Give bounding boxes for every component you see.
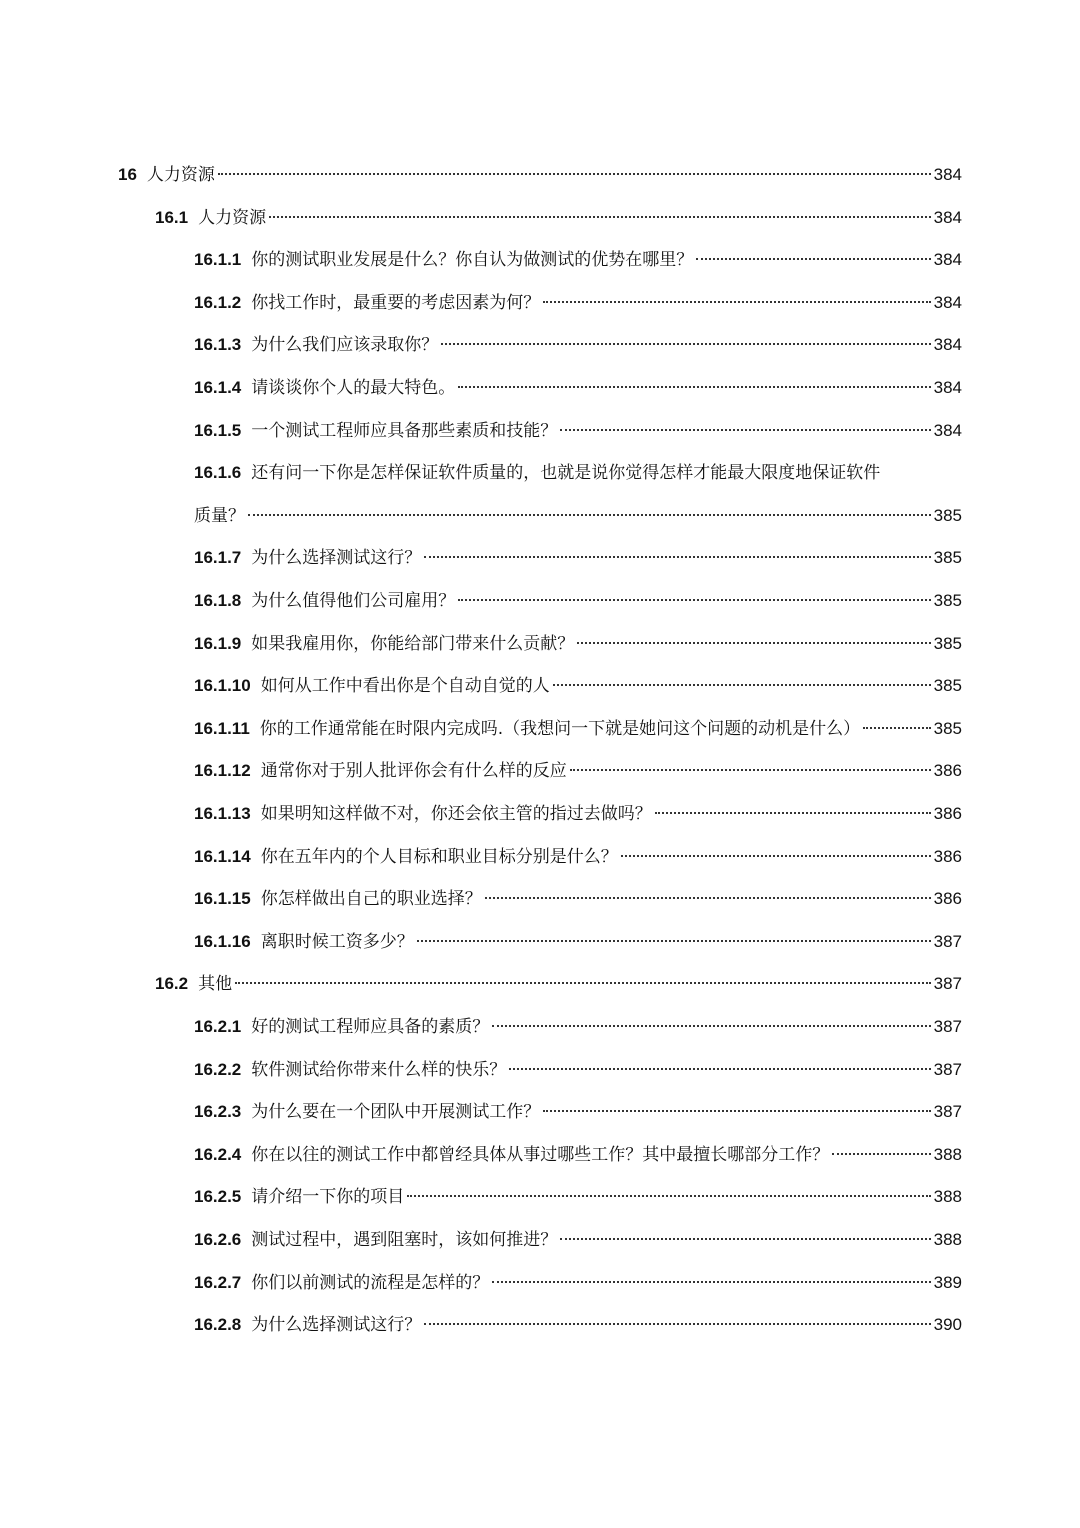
dot-leader	[863, 727, 930, 729]
toc-entry-page: 384	[933, 250, 962, 270]
toc-entry[interactable]	[194, 1097, 962, 1127]
toc-entry-title: 为什么我们应该录取你？	[251, 335, 439, 356]
toc-entry-number: 16.1.7	[194, 548, 242, 568]
toc-entry-page: 384	[933, 378, 962, 397]
toc-entry[interactable]	[194, 1268, 962, 1298]
toc-entry-title: 好的测试工程师应具备的素质？	[251, 1017, 490, 1037]
dot-leader	[560, 429, 930, 431]
dot-leader	[492, 1281, 930, 1283]
dot-leader	[235, 982, 931, 984]
toc-entry-title: 人力资源	[198, 207, 267, 228]
toc-entry[interactable]	[194, 927, 962, 957]
dot-leader	[543, 301, 930, 303]
toc-entry-page: 386	[933, 846, 962, 866]
toc-entry-number: 16.1.14	[194, 846, 251, 866]
toc-entry-page: 385	[933, 633, 962, 653]
toc-entry-title: 测试过程中，遇到阻塞时，该如何推进？	[251, 1230, 558, 1250]
toc-entry[interactable]	[194, 1182, 962, 1212]
toc-entry-title: 为什么选择测试这行？	[251, 548, 422, 569]
dot-leader	[458, 386, 930, 388]
toc-entry-page: 384	[933, 165, 962, 184]
toc-entry-title: 请介绍一下你的项目	[251, 1187, 405, 1208]
toc-entry-title: 通常你对于别人批评你会有什么样的反应	[260, 761, 567, 782]
toc-entry-number: 16.2.5	[194, 1187, 242, 1207]
toc-entry-number: 16.2.6	[194, 1230, 242, 1249]
toc-entry[interactable]	[194, 1310, 962, 1340]
toc-entry-page: 389	[933, 1272, 962, 1292]
toc-entry-page: 385	[933, 505, 962, 525]
dot-leader	[424, 556, 930, 558]
toc-entry-title: 一个测试工程师应具备那些素质和技能？	[251, 420, 558, 441]
toc-entry-page: 387	[933, 1102, 962, 1122]
dot-leader	[441, 343, 930, 345]
dot-leader	[570, 769, 931, 771]
toc-entry-number: 16.1.13	[194, 804, 251, 823]
dot-leader	[543, 1110, 930, 1112]
toc-entry-page: 384	[933, 292, 962, 312]
toc-entry-title: 你的测试职业发展是什么？你自认为做测试的优势在哪里？	[251, 250, 694, 271]
toc-entry-title: 人力资源	[146, 165, 215, 185]
toc-entry[interactable]	[194, 1140, 962, 1170]
dot-leader	[248, 514, 931, 516]
toc-entry-title: 其他	[198, 974, 233, 995]
toc-entry-page: 386	[933, 761, 962, 781]
dot-leader	[696, 258, 930, 260]
toc-entry-number: 16.1.5	[194, 420, 242, 440]
toc-entry-title: 如果我雇用你，你能给部门带来什么贡献？	[251, 633, 575, 654]
toc-entry[interactable]	[194, 884, 962, 914]
dot-leader	[218, 173, 931, 175]
toc-entry-page: 384	[933, 207, 962, 227]
dot-leader	[417, 940, 931, 942]
dot-leader	[492, 1025, 930, 1027]
toc-entry-number: 16.1.3	[194, 335, 242, 355]
dot-leader	[269, 216, 931, 218]
dot-leader	[832, 1153, 930, 1155]
toc-entry-title: 你在五年内的个人目标和职业目标分别是什么？	[260, 846, 618, 867]
toc-entry-page: 384	[933, 335, 962, 355]
toc-entry[interactable]	[194, 288, 962, 318]
toc-entry-title: 请谈谈你个人的最大特色。	[251, 378, 456, 398]
toc-entry-page: 384	[933, 420, 962, 440]
toc-entry-title: 离职时候工资多少？	[260, 931, 414, 952]
toc-entry[interactable]	[194, 543, 962, 573]
toc-entry-title: 还有问一下你是怎样保证软件质量的，也就是说你觉得怎样才能最大限度地保证软件	[251, 463, 881, 484]
toc-entry-title: 软件测试给你带来什么样的快乐？	[251, 1059, 507, 1080]
toc-entry[interactable]	[194, 586, 962, 616]
toc-entry-page: 385	[933, 591, 962, 610]
toc-entry-page: 387	[933, 931, 962, 951]
toc-entry-number: 16.2	[155, 974, 189, 994]
toc-chapter[interactable]	[118, 160, 962, 190]
toc-entry-number: 16.1.1	[194, 250, 242, 270]
toc-entry[interactable]	[194, 671, 962, 701]
toc-entry[interactable]	[194, 714, 962, 744]
toc-entry-page: 390	[933, 1315, 962, 1335]
toc-entry-page: 388	[933, 1187, 962, 1207]
toc-entry-page: 385	[933, 548, 962, 568]
toc-entry-title: 如何从工作中看出你是个自动自觉的人	[260, 676, 550, 697]
dot-leader	[424, 1323, 930, 1325]
toc-entry[interactable]	[194, 799, 962, 829]
toc-entry-title: 你怎样做出自己的职业选择？	[260, 889, 482, 910]
toc-entry-title: 你在以往的测试工作中都曾经具体从事过哪些工作？其中最擅长哪部分工作？	[251, 1144, 830, 1165]
toc-entry-page: 385	[933, 676, 962, 696]
toc-entry[interactable]	[194, 416, 962, 446]
toc-entry-number: 16.1	[155, 207, 189, 227]
dot-leader	[560, 1238, 930, 1240]
dot-leader	[553, 684, 931, 686]
dot-leader	[655, 812, 931, 814]
toc-entry-page: 388	[933, 1230, 962, 1249]
dot-leader	[407, 1195, 930, 1197]
toc-entry-number: 16.1.2	[194, 292, 242, 312]
toc-entry[interactable]	[194, 842, 962, 872]
toc-entry-title: 为什么要在一个团队中开展测试工作？	[251, 1102, 541, 1123]
toc-entry-number: 16.2.1	[194, 1017, 242, 1036]
toc-entry[interactable]	[194, 756, 962, 786]
toc-entry-title: 为什么选择测试这行？	[251, 1315, 422, 1336]
toc-entry-number: 16.1.15	[194, 889, 251, 909]
toc-entry[interactable]	[194, 458, 962, 488]
toc-entry-number: 16.1.6	[194, 463, 242, 483]
toc-entry[interactable]	[194, 629, 962, 659]
toc-entry[interactable]	[194, 245, 962, 275]
dot-leader	[621, 855, 931, 857]
toc-entry-continuation[interactable]	[194, 501, 962, 531]
toc-entry-number: 16.2.7	[194, 1272, 242, 1292]
toc-entry-page: 388	[933, 1144, 962, 1164]
toc-entry[interactable]	[194, 1225, 962, 1255]
toc-entry-page: 386	[933, 804, 962, 823]
toc-entry-title: 你找工作时，最重要的考虑因素为何？	[251, 292, 541, 313]
toc-entry[interactable]	[194, 1055, 962, 1085]
toc-entry-number: 16.1.9	[194, 633, 242, 653]
toc-entry-page: 387	[933, 974, 962, 994]
toc-entry-number: 16.2.8	[194, 1315, 242, 1335]
toc-entry-title: 你们以前测试的流程是怎样的？	[251, 1272, 490, 1293]
toc-entry[interactable]	[194, 330, 962, 360]
toc-entry-number: 16.1.4	[194, 378, 242, 397]
dot-leader	[577, 642, 930, 644]
toc-entry-number: 16.1.12	[194, 761, 251, 781]
toc-entry-title: 为什么值得他们公司雇用？	[251, 591, 456, 611]
toc-entry-title: 你的工作通常能在时限内完成吗.（我想问一下就是她问这个问题的动机是什么）	[259, 718, 861, 739]
toc-section[interactable]	[155, 203, 962, 233]
toc-entry-page: 386	[933, 889, 962, 909]
toc-entry-page: 387	[933, 1059, 962, 1079]
dot-leader	[509, 1068, 930, 1070]
toc-entry-number: 16	[118, 165, 137, 184]
toc-entry-number: 16.2.4	[194, 1144, 242, 1164]
toc-entry-number: 16.1.11	[194, 718, 250, 738]
toc-entry-page: 385	[933, 718, 962, 738]
toc-entry[interactable]	[194, 373, 962, 403]
toc-entry-number: 16.2.2	[194, 1059, 242, 1079]
toc-entry[interactable]	[194, 1012, 962, 1042]
toc-entry-number: 16.2.3	[194, 1102, 242, 1122]
toc-entry-title: 如果明知这样做不对，你还会依主管的指过去做吗？	[260, 804, 652, 824]
toc-section[interactable]	[155, 969, 962, 999]
dot-leader	[485, 897, 931, 899]
toc-entry-number: 16.1.16	[194, 931, 251, 951]
toc-entry-page: 387	[933, 1017, 962, 1036]
toc-entry-title-continued: 质量？	[194, 505, 245, 526]
toc-entry-number: 16.1.8	[194, 591, 242, 610]
toc-entry-number: 16.1.10	[194, 676, 251, 696]
dot-leader	[458, 599, 930, 601]
